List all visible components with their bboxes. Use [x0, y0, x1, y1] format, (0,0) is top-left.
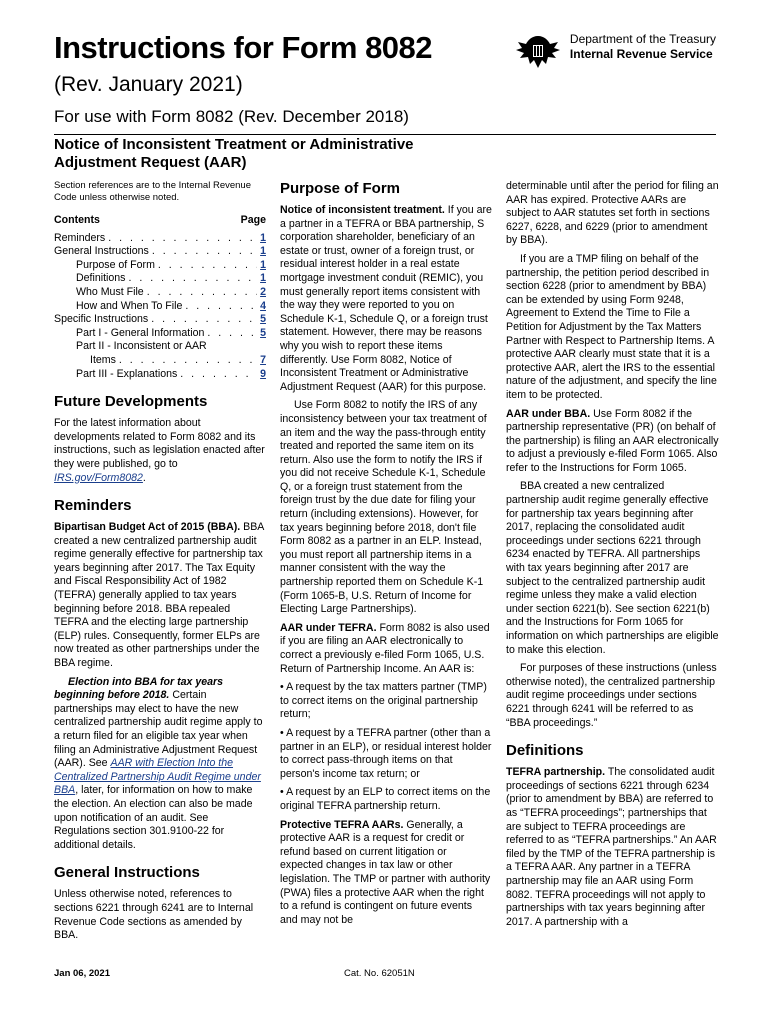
irs-form-link[interactable]: IRS.gov/Form8082	[54, 471, 143, 484]
general-instructions-text: Unless otherwise noted, references to sections 6221 through 6241 are to Internal Revenue Code sections as amended by BBA.	[54, 888, 254, 942]
footer-date: Jan 06, 2021	[54, 968, 110, 979]
toc-item[interactable]: How and When To File . . . 4	[54, 300, 266, 314]
toc-page-link[interactable]: 9	[260, 367, 266, 380]
toc-item[interactable]: Reminders . . . 1	[54, 232, 266, 246]
column-3	[506, 180, 720, 934]
general-instructions-heading: General Instructions	[54, 864, 200, 882]
toc-item[interactable]: Part III - Explanations . . . 9	[54, 368, 266, 382]
continued-paragraph: determinable until after the period for filing an AAR has expired. Protective AARs are subject to AAR statutes set forth in sections 6227, 6228, and 6229 (prior to amendment by BBA).	[506, 180, 719, 247]
column-1	[54, 180, 266, 948]
toc-page-link[interactable]: 4	[260, 299, 266, 312]
toc-page-link[interactable]: 1	[260, 245, 266, 258]
bullet-item: • A request by an ELP to correct items on the original TEFRA partnership return.	[280, 786, 491, 812]
document-header	[54, 30, 716, 172]
toc-item[interactable]: Items . . . 7	[54, 354, 266, 368]
bullet-item: • A request by the tax matters partner (TMP) to correct items on the original partnership return;	[280, 681, 487, 721]
agency-block	[514, 32, 716, 72]
purpose-heading: Purpose of Form	[280, 180, 401, 197]
protective-paragraph: Protective TEFRA AARs. Generally, a protective AAR is a request for credit or refund based on current litigation or expected changes in tax law or other legislation. The TMP or partner with authority (PWA) files a protective AAR when the right to a refund is contingent on future events and may not be	[280, 818, 491, 926]
irs-eagle-icon	[514, 32, 562, 72]
toc-page-link[interactable]: 5	[260, 326, 266, 339]
toc-item[interactable]: Specific Instructions . . . 5	[54, 313, 266, 327]
toc-item[interactable]: General Instructions . . . 1	[54, 245, 266, 259]
future-developments-heading: Future Developments	[54, 393, 208, 411]
definitions-heading: Definitions	[506, 742, 584, 760]
bba-regime-paragraph: BBA created a new centralized partnership audit regime generally effective for partnership tax years beginning after 2017, replacing the consolidated audit proceedings under sections 6221 through 6234 enacted by TEFRA. All partnerships with tax years beginning after 2017 are subject to the centralized partnership audit regime unless they make a valid election under section 6221(b). See section 6221(b) and the Instructions for Form 1065 for information on which partnerships are eligible to make this election.	[506, 480, 719, 656]
revision-date: (Rev. January 2021)	[54, 73, 243, 96]
toc-page-label: Page	[240, 214, 266, 226]
use-paragraph: Use Form 8082 to notify the IRS of any inconsistency between your tax treatment of an item and the way the pass-through entity treated and reported the same item on its return. Also use the form to notify the IRS if you did not receive Schedule K-1, Schedule Q, or a foreign trust statement from the foreign trust by the due date for filing your return (including extensions). However, for tax years beginning before 2018, don't file Form 8082 as a partner in an ELP. Instead, you must report all partnership items in a manner consistent with the way the partnership reported them on Schedule K-1 (Form 1065-B, U.S. Return of Income for Electing Large Partnerships).	[280, 399, 487, 616]
form-subtitle: Notice of Inconsistent Treatment or Administrative Adjustment Request (AAR)	[54, 136, 414, 171]
for-use-line: For use with Form 8082 (Rev. December 2018)	[54, 107, 409, 126]
toc-header	[54, 214, 266, 228]
toc-label: Contents	[54, 214, 100, 226]
toc-item[interactable]: Definitions . . . 1	[54, 272, 266, 286]
section-note: Section references are to the Internal Revenue Code unless otherwise noted.	[54, 180, 251, 203]
aar-election-link[interactable]: AAR with Election Into the Centralized Partnership Audit Regime under BBA	[54, 757, 261, 797]
tmp-paragraph: If you are a TMP filing on behalf of the partnership, the petition period described in section 6228 (prior to amendment by BBA) can be extended by using Form 9248, Agreement to Extend the Time to File a Petition for Adjustment by the Tax Matters Partner with Respect to Partnership Items. A protective AAR clearly must state that it is a protective AAR, alert the IRS to the essential nature of the adjustment, and specify the line item to be protected.	[506, 252, 717, 401]
toc-page-link[interactable]: 1	[260, 272, 266, 285]
bullet-item: • A request by a TEFRA partner (other than a partner in an ELP), or residual interest holder to correct pass-through items on that person's income tax return; or	[280, 726, 492, 780]
document-title: Instructions for Form 8082	[54, 30, 433, 65]
toc-page-link[interactable]: 7	[260, 353, 266, 366]
toc-page-link[interactable]: 1	[260, 258, 266, 271]
notice-paragraph: Notice of inconsistent treatment. If you are a partner in a TEFRA or BBA partnership, S corporation shareholder, beneficiary of an estate or trust, owner of a foreign trust, or residual interest holder in a real estate mortgage investment conduit (REMIC), you must generally report items consistent with the way they were reported to you on Schedule K-1, Schedule Q, or a foreign trust statement. However, there may be reasons why you wish to report these items differently. Use Form 8082, Notice of Inconsistent Treatment or Administrative Adjustment Request (AAR) for this purpose.	[280, 204, 492, 393]
toc-page-link[interactable]: 1	[260, 231, 266, 244]
catalog-number: Cat. No. 62051N	[344, 968, 415, 979]
election-paragraph: Election into BBA for tax years beginning before 2018. Certain partnerships may elect to have the new centralized partnership audit regime apply to a return filed for an eligible tax year when filing an Administrative Adjustment Request (AAR). See AAR with Election Into the Centralized Partnership Audit Regime under BBA, later, for information on how to make the election. An election can also be made upon notification of an audit. See Regulations section 301.9100-22 for additional details.	[54, 675, 263, 851]
column-2	[280, 180, 492, 932]
tefra-partnership-paragraph: TEFRA partnership. The consolidated audit proceedings of sections 6221 through 6234 (prior to amendment by BBA) are referred to as “TEFRA proceedings”; partnerships that are subject to TEFRA proceedings are referred to as “TEFRA partnerships.” An AAR filed by the TMP of the TEFRA partnership is a TEFRA AAR. Any partner in a TEFRA partnership may file an AAR using Form 8082. TEFRA proceedings will not apply to partnerships with tax years beginning after 2017. A partnership with a	[506, 766, 717, 928]
table-of-contents	[54, 232, 266, 382]
bba-aar-paragraph: AAR under BBA. Use Form 8082 if the partnership representative (PR) (on behalf of the partnership) is filing an AAR electronically to adjust a previously e-filed Form 1065. Also refer to the Instructions for Form 1065.	[506, 407, 719, 474]
future-developments-text: For the latest information about developments related to Form 8082 and its instructions, such as legislation enacted after they were published, go to IRS.gov/Form8082.	[54, 417, 265, 484]
toc-item[interactable]: Purpose of Form . . . 1	[54, 259, 266, 273]
reminders-heading: Reminders	[54, 497, 132, 515]
agency-name: Internal Revenue Service	[569, 47, 713, 61]
toc-item[interactable]: Part II - Inconsistent or AAR	[76, 340, 207, 353]
header-rule	[54, 134, 716, 135]
toc-item[interactable]: Who Must File . . . 2	[54, 286, 266, 300]
toc-page-link[interactable]: 5	[260, 313, 266, 326]
agency-text	[570, 32, 716, 62]
department-name: Department of the Treasury	[569, 32, 716, 46]
tefra-aar-paragraph: AAR under TEFRA. Form 8082 is also used if you are filing an AAR electronically to correct a previously e-filed Form 1065, U.S. Return of Partnership Income. An AAR is:	[280, 621, 490, 675]
toc-page-link[interactable]: 2	[260, 285, 266, 298]
bba-paragraph: Bipartisan Budget Act of 2015 (BBA). BBA created a new centralized partnership audit regime generally effective for partnership tax years beginning after 2017. The Tax Equity and Fiscal Responsibility Act of 1982 (TEFRA) generally applied to tax years beginning before 2018. BBA repealed TEFRA and the electing large partnership (ELP) rules. Consequently, former ELPs are now treated as other partnerships under the BBA regime.	[54, 521, 264, 670]
toc-item[interactable]: Part I - General Information . . . 5	[54, 327, 266, 341]
purposes-paragraph: For purposes of these instructions (unless otherwise noted), the centralized partnership audit regime proceedings under sections 6221 through 6241 will be referred to as “BBA proceedings.”	[506, 662, 717, 729]
